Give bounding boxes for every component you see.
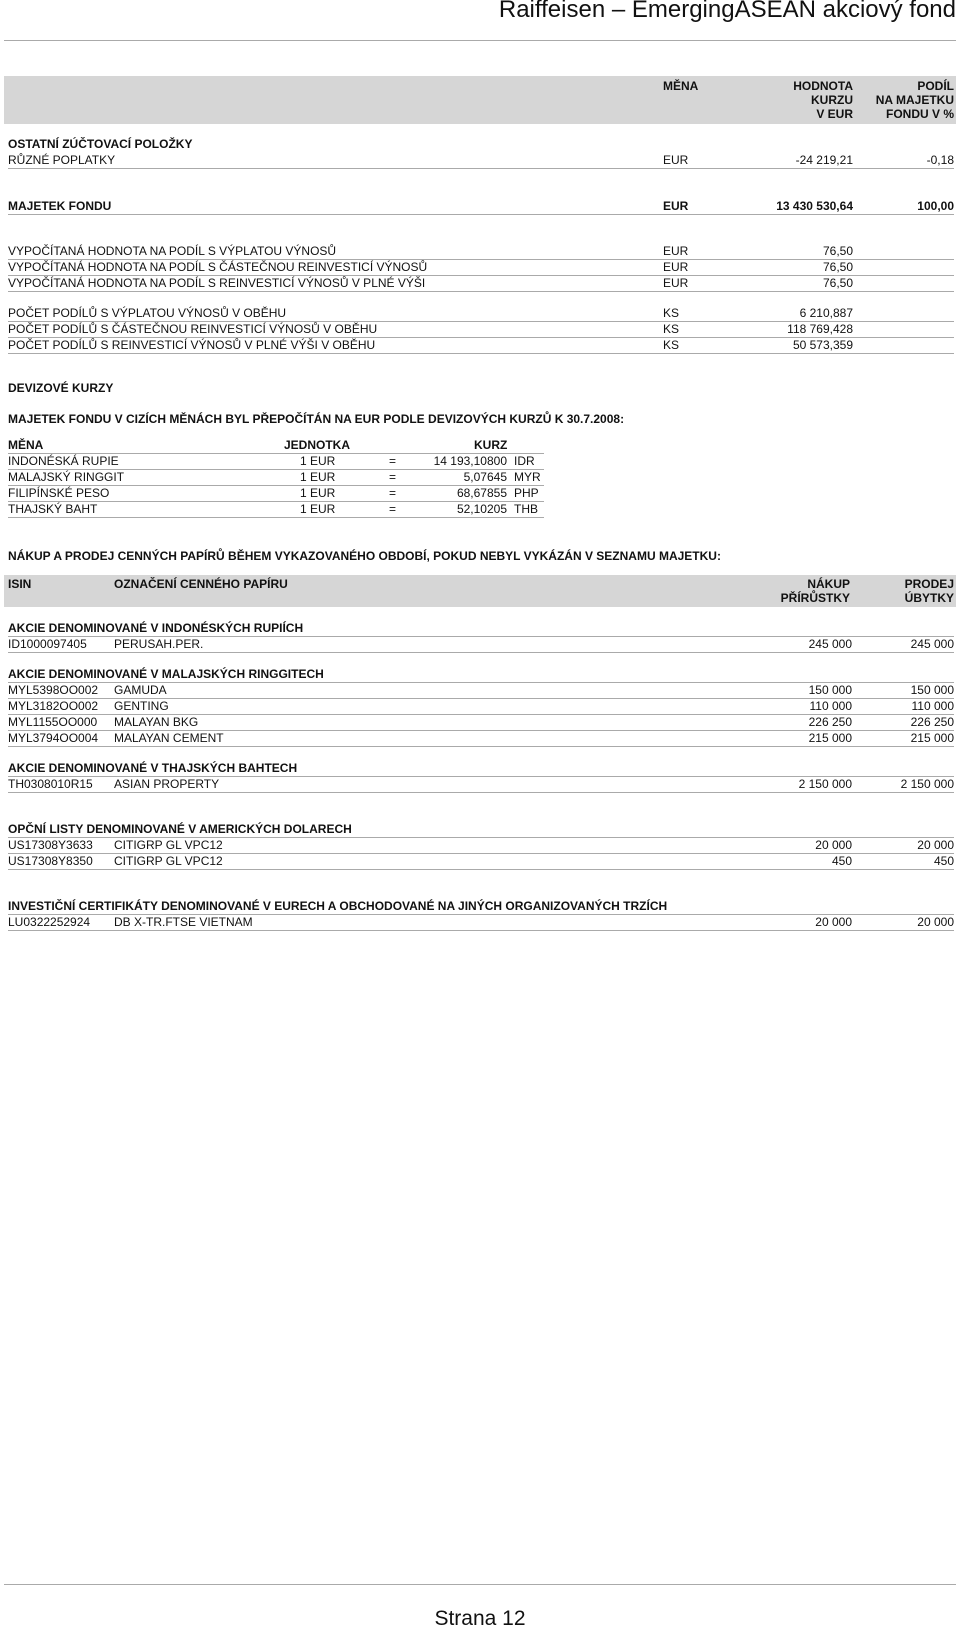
table-row: US17308Y8350 CITIGRP GL VPC12 450 450 (8, 854, 954, 868)
group-title: INVESTIČNÍ CERTIFIKÁTY DENOMINOVANÉ V EURECH A OBCHODOVANÉ NA JINÝCH ORGANIZOVANÝCH TRZÍCH (8, 898, 954, 915)
table-row: MYL5398OO002 GAMUDA 150 000 150 000 (8, 683, 954, 697)
fx-table-header: MĚNA JEDNOTKA KURZ (8, 437, 544, 454)
fx-row: FILIPÍNSKÉ PESO 1 EUR = 68,67855 PHP (8, 485, 544, 502)
header-rule (4, 40, 956, 41)
units-row: POČET PODÍLŮ S REINVESTICÍ VÝNOSŮ V PLNÉ VÝŠI V OBĚHU KS 50 573,359 (8, 337, 954, 354)
page-title: Raiffeisen – EmergingASEAN akciový fond (498, 0, 956, 23)
nav-row: VYPOČÍTANÁ HODNOTA NA PODÍL S REINVESTICÍ VÝNOSŮ V PLNÉ VÝŠI EUR 76,50 (8, 275, 954, 292)
table-row: TH0308010R15 ASIAN PROPERTY 2 150 000 2 150 000 (8, 777, 954, 791)
table-row: MYL3794OO004 MALAYAN CEMENT 215 000 215 000 (8, 731, 954, 745)
table-row: LU0322252924 DB X-TR.FTSE VIETNAM 20 000 20 000 (8, 915, 954, 929)
fund-total-row: MAJETEK FONDU EUR 13 430 530,64 100,00 (8, 199, 954, 213)
col-value: HODNOTA KURZU V EUR (793, 79, 853, 121)
page-number: Strana 12 (434, 1607, 526, 1630)
col-share: PODÍL NA MAJETKU FONDU V % (875, 79, 954, 121)
group-title: AKCIE DENOMINOVANÉ V MALAJSKÝCH RINGGITECH (8, 666, 954, 683)
trades-heading: NÁKUP A PRODEJ CENNÝCH PAPÍRŮ BĚHEM VYKAZOVANÉHO OBDOBÍ, POKUD NEBYL VYKÁZÁN V SEZNAMU MAJETKU: (8, 549, 721, 563)
assets-table-header (4, 76, 956, 124)
units-row: POČET PODÍLŮ S ČÁSTEČNOU REINVESTICÍ VÝNOSŮ V OBĚHU KS 118 769,428 (8, 321, 954, 338)
table-row: MYL1155OO000 MALAYAN BKG 226 250 226 250 (8, 715, 954, 729)
col-isin: ISIN (8, 577, 32, 591)
nav-row: VYPOČÍTANÁ HODNOTA NA PODÍL S VÝPLATOU VÝNOSŮ EUR 76,50 (8, 243, 954, 260)
nav-row: VYPOČÍTANÁ HODNOTA NA PODÍL S ČÁSTEČNOU REINVESTICÍ VÝNOSŮ EUR 76,50 (8, 259, 954, 276)
fx-row: THAJSKÝ BAHT 1 EUR = 52,10205 THB (8, 501, 544, 518)
col-sell: PRODEJ ÚBYTKY (904, 577, 954, 605)
group-title: OPČNÍ LISTY DENOMINOVANÉ V AMERICKÝCH DOLARECH (8, 821, 954, 838)
table-row: MYL3182OO002 GENTING 110 000 110 000 (8, 699, 954, 713)
col-currency: MĚNA (663, 79, 699, 93)
table-row: RŮZNÉ POPLATKY EUR -24 219,21 -0,18 (8, 153, 954, 167)
table-row: US17308Y3633 CITIGRP GL VPC12 20 000 20 000 (8, 838, 954, 852)
group-title: AKCIE DENOMINOVANÉ V THAJSKÝCH BAHTECH (8, 760, 954, 777)
table-row: ID1000097405 PERUSAH.PER. 245 000 245 000 (8, 637, 954, 651)
units-row: POČET PODÍLŮ S VÝPLATOU VÝNOSŮ V OBĚHU KS 6 210,887 (8, 305, 954, 322)
fx-row: INDONÉSKÁ RUPIE 1 EUR = 14 193,10800 IDR (8, 453, 544, 470)
section-other-items: OSTATNÍ ZÚČTOVACÍ POLOŽKY (8, 137, 193, 151)
col-security-name: OZNAČENÍ CENNÉHO PAPÍRU (114, 577, 288, 591)
col-buy: NÁKUP PŘÍRŮSTKY (780, 577, 850, 605)
fx-subheading: MAJETEK FONDU V CIZÍCH MĚNÁCH BYL PŘEPOČÍTÁN NA EUR PODLE DEVIZOVÝCH KURZŮ K 30.7.2008: (8, 412, 625, 426)
fx-row: MALAJSKÝ RINGGIT 1 EUR = 5,07645 MYR (8, 469, 544, 486)
group-title: AKCIE DENOMINOVANÉ V INDONÉSKÝCH RUPIÍCH (8, 620, 954, 637)
trades-table-header (4, 575, 956, 607)
footer-rule (4, 1584, 956, 1585)
fx-heading: DEVIZOVÉ KURZY (8, 381, 114, 395)
